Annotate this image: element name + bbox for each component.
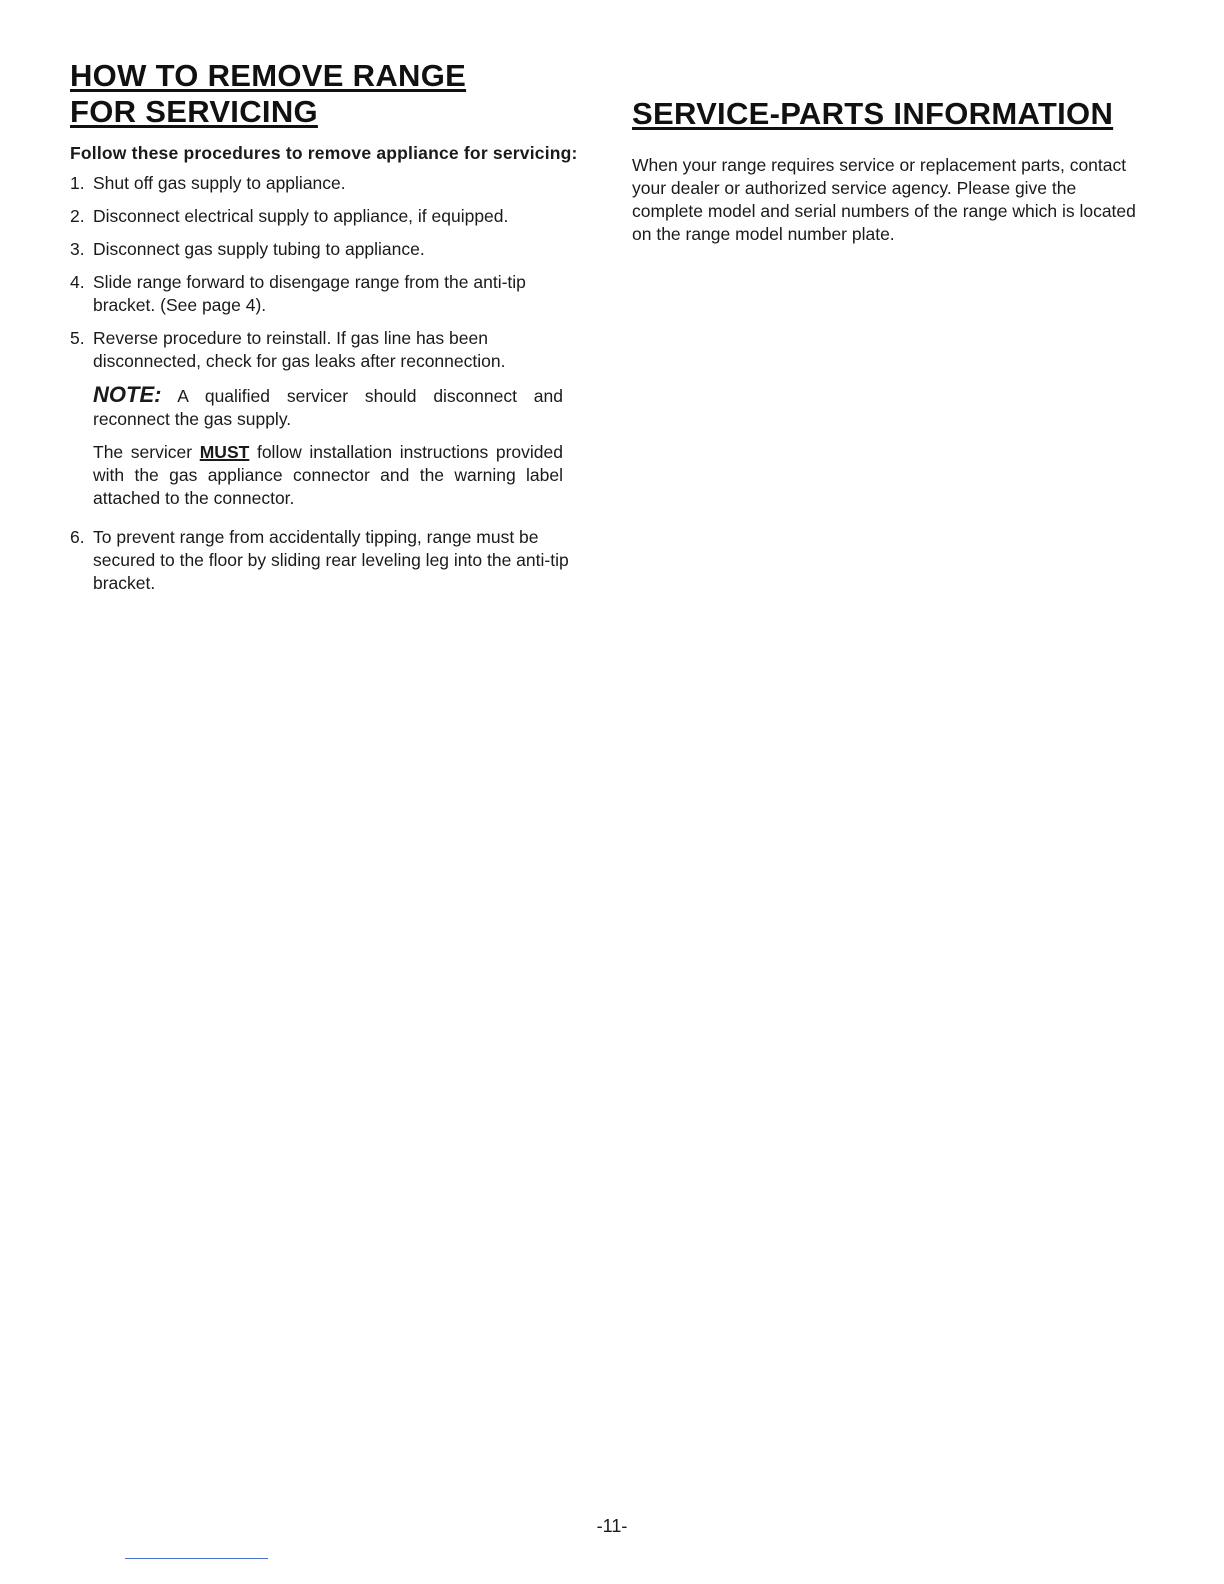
step-text: Shut off gas supply to appliance.: [93, 173, 346, 193]
step-number: 6.: [70, 527, 85, 547]
must-emphasis: MUST: [199, 442, 250, 462]
step-text: To prevent range from accidentally tipping, range must be secured to the floor by sliding rear leveling leg into the anti-tip bracket.: [93, 527, 569, 593]
removal-heading: [70, 58, 590, 130]
note-label: NOTE:: [93, 382, 162, 407]
note-paragraph: [93, 383, 563, 431]
service-parts-section: [632, 96, 1142, 246]
step-6: [70, 526, 590, 595]
step-number: 4.: [70, 272, 85, 292]
removal-intro: Follow these procedures to remove appliance for servicing:: [70, 143, 578, 163]
removal-section: [70, 58, 590, 605]
step-2: [70, 205, 590, 228]
removal-heading-line2: FOR SERVICING: [70, 94, 318, 129]
removal-steps-continued: [70, 526, 590, 595]
step-number: 3.: [70, 239, 85, 259]
page-number: -11-: [596, 1516, 628, 1536]
step-number: 2.: [70, 206, 85, 226]
step-text: Disconnect gas supply tubing to appliance.: [93, 239, 425, 259]
step-text: Reverse procedure to reinstall. If gas line has been disconnected, check for gas leaks after reconnection.: [93, 328, 506, 371]
servicer-prefix: The servicer: [93, 442, 200, 462]
step-number: 5.: [70, 328, 85, 348]
removal-steps: [70, 172, 590, 373]
service-parts-body: When your range requires service or replacement parts, contact your dealer or authorized service agency. Please give the complete model and serial numbers of the range which is located on the range model number plate.: [632, 155, 1136, 244]
note-block: [93, 383, 563, 510]
servicer-suffix: follow installation instructions provided with the gas appliance connector and the warning label attached to the connector.: [93, 442, 563, 508]
service-parts-heading: SERVICE-PARTS INFORMATION: [632, 96, 1114, 131]
step-4: [70, 271, 590, 317]
removal-heading-line1: HOW TO REMOVE RANGE: [70, 58, 467, 93]
footer-rule: [125, 1558, 268, 1559]
step-3: [70, 238, 590, 261]
step-number: 1.: [70, 173, 85, 193]
step-text: Disconnect electrical supply to appliance, if equipped.: [93, 206, 509, 226]
step-5: [70, 327, 590, 373]
note-text: A qualified servicer should disconnect and reconnect the gas supply.: [93, 386, 563, 429]
servicer-paragraph: [93, 441, 563, 510]
step-text: Slide range forward to disengage range from the anti-tip bracket. (See page 4).: [93, 272, 526, 315]
step-1: [70, 172, 590, 195]
